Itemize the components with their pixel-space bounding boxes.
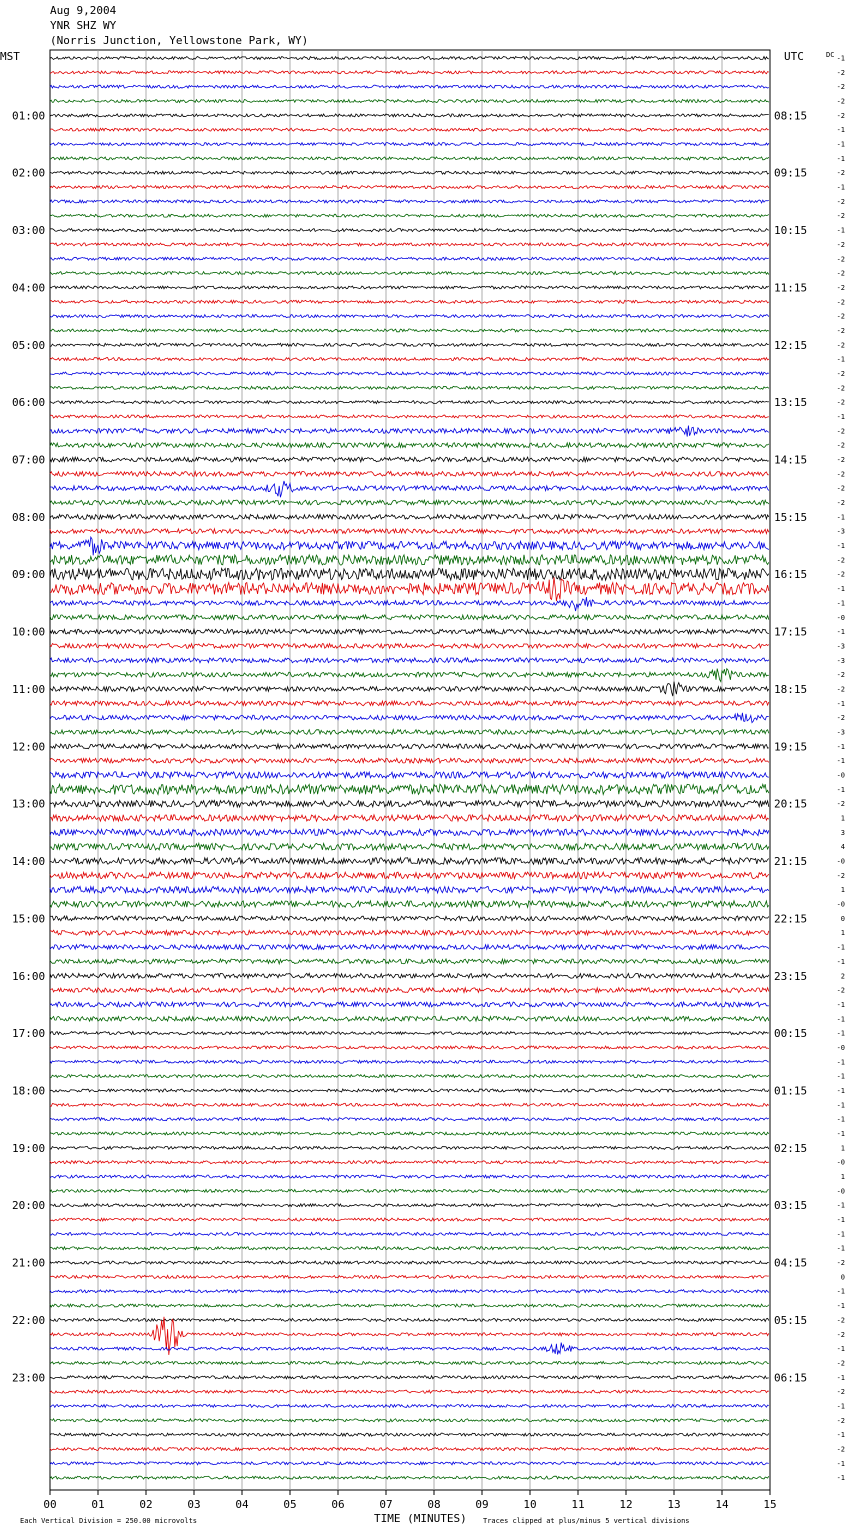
dc-offset-label: -3	[836, 642, 845, 651]
mst-hour-label: 05:00	[12, 338, 46, 352]
dc-offset-label: -1	[836, 1244, 845, 1253]
trace-line	[50, 669, 769, 682]
mst-hour-label: 02:00	[12, 166, 46, 180]
trace-line	[50, 472, 769, 477]
dc-offset-label: -1	[836, 1015, 845, 1024]
trace-line	[50, 426, 769, 437]
station-location: (Norris Junction, Yellowstone Park, WY)	[50, 34, 309, 47]
dc-offset-label: -2	[836, 499, 845, 508]
dc-offset-label: -1	[836, 757, 845, 766]
trace-group	[50, 57, 769, 1480]
dc-offset-label: 1	[840, 1173, 845, 1182]
dc-offset-label: 4	[840, 843, 845, 852]
mst-hour-label: 13:00	[12, 797, 46, 811]
dc-offset-label: -1	[836, 1230, 845, 1239]
mst-hour-label: 04:00	[12, 281, 46, 295]
plot-frame	[50, 50, 770, 1490]
clip-note: Traces clipped at plus/minus 5 vertical divisions	[483, 1517, 690, 1525]
dc-offset-label: -2	[836, 570, 845, 579]
dc-offset-label: -3	[836, 728, 845, 737]
station-code: YNR SHZ WY	[50, 19, 117, 32]
dc-offset-label: -1	[836, 1345, 845, 1354]
dc-offset-label: -2	[836, 312, 845, 321]
trace-line	[50, 243, 769, 246]
trace-line	[50, 1132, 769, 1135]
dc-offset-label: -1	[836, 226, 845, 235]
trace-line	[50, 658, 769, 663]
trace-line	[50, 1318, 769, 1321]
mst-hour-label: 08:00	[12, 510, 46, 524]
x-tick-label: 13	[667, 1498, 681, 1511]
utc-hour-label: 11:15	[774, 281, 808, 295]
grid	[50, 50, 770, 1490]
dc-offset-label: -2	[836, 456, 845, 465]
utc-hour-label: 18:15	[774, 682, 808, 696]
trace-line	[50, 1146, 769, 1149]
x-tick-label: 00	[43, 1498, 57, 1511]
trace-line	[50, 629, 769, 634]
dc-offset-label: -2	[836, 212, 845, 221]
dc-offset-label: 0	[840, 914, 845, 923]
utc-hour-label: 17:15	[774, 625, 808, 639]
dc-offset-label: -1	[836, 1000, 845, 1009]
dc-offset-label: -1	[836, 1058, 845, 1067]
dc-offset-label: -0	[836, 771, 845, 780]
utc-hour-label: 19:15	[774, 740, 808, 754]
trace-line	[50, 1002, 769, 1007]
dc-offset-label: -1	[836, 699, 845, 708]
trace-line	[50, 171, 769, 174]
utc-hour-label: 10:15	[774, 224, 808, 238]
right-axis-title: UTC	[784, 50, 804, 63]
dc-offset-label: -2	[836, 671, 845, 680]
mst-hour-label: 18:00	[12, 1084, 46, 1098]
x-tick-label: 02	[139, 1498, 153, 1511]
trace-line	[50, 257, 769, 260]
trace-line	[50, 529, 769, 534]
trace-line	[50, 358, 769, 361]
trace-line	[50, 481, 769, 497]
trace-line	[50, 1118, 769, 1121]
dc-offset-label: -1	[836, 943, 845, 952]
trace-line	[50, 100, 769, 103]
trace-line	[50, 1275, 769, 1278]
dc-offset-label: -1	[836, 154, 845, 163]
utc-hour-label: 21:15	[774, 855, 808, 869]
dc-offset-label: -1	[836, 54, 845, 63]
x-tick-label: 06	[331, 1498, 345, 1511]
trace-line	[50, 401, 769, 404]
dc-offset-label: -1	[836, 513, 845, 522]
dc-offset-label: -1	[836, 957, 845, 966]
trace-line	[50, 71, 769, 74]
dc-offset-label: -1	[836, 742, 845, 751]
trace-line	[50, 457, 769, 462]
trace-line	[50, 443, 769, 448]
trace-line	[50, 930, 769, 935]
trace-line	[50, 1218, 769, 1221]
dc-offset-label: -2	[836, 197, 845, 206]
trace-line	[50, 886, 769, 893]
trace-line	[50, 730, 769, 735]
dc-offset-label: -1	[836, 1302, 845, 1311]
dc-offset-label: -2	[836, 283, 845, 292]
dc-offset-label: 3	[840, 828, 845, 837]
dc-offset-label: -1	[836, 1115, 845, 1124]
trace-line	[50, 1361, 769, 1364]
mst-hour-label: 07:00	[12, 453, 46, 467]
dc-offset-label: 2	[840, 972, 845, 981]
dc-offset-label: -2	[836, 1445, 845, 1454]
trace-line	[50, 1046, 769, 1049]
utc-hour-label: 16:15	[774, 568, 808, 582]
trace-line	[50, 800, 769, 807]
dc-offset-label: -1	[836, 1216, 845, 1225]
trace-line	[50, 200, 769, 203]
mst-hour-label: 03:00	[12, 224, 46, 238]
dc-offset-label: -2	[836, 398, 845, 407]
trace-line	[50, 143, 769, 146]
mst-hour-label: 21:00	[12, 1256, 46, 1270]
trace-line	[50, 959, 769, 964]
dc-offset-label: -1	[836, 1373, 845, 1382]
dc-offset-label: -2	[836, 1416, 845, 1425]
dc-offset-label: -2	[836, 111, 845, 120]
dc-offset-label: -1	[836, 1431, 845, 1440]
dc-offset-label: -1	[836, 413, 845, 421]
trace-line	[50, 713, 769, 723]
dc-offset-label: -3	[836, 656, 845, 665]
dc-offset-label: -1	[836, 585, 845, 594]
trace-line	[50, 229, 769, 232]
x-tick-label: 04	[235, 1498, 249, 1511]
trace-line	[50, 1390, 769, 1393]
trace-line	[50, 1476, 769, 1479]
trace-line	[50, 85, 769, 88]
trace-line	[50, 945, 769, 950]
trace-line	[50, 128, 769, 131]
mst-hour-label: 09:00	[12, 568, 46, 582]
trace-line	[50, 597, 769, 611]
utc-hour-label: 01:15	[774, 1084, 808, 1098]
dc-offset-label: -2	[836, 384, 845, 393]
dc-offset-label: -1	[836, 1201, 845, 1210]
dc-offset-label: -2	[836, 269, 845, 278]
trace-line	[50, 1060, 769, 1063]
dc-offset-label: -1	[836, 1287, 845, 1296]
trace-line	[50, 1232, 769, 1235]
trace-line	[50, 1089, 769, 1092]
mst-hour-label: 20:00	[12, 1199, 46, 1213]
x-tick-label: 05	[283, 1498, 297, 1511]
dc-offset-label: 1	[840, 886, 845, 895]
trace-line	[50, 1175, 769, 1178]
dc-offset-label: -1	[836, 785, 845, 794]
trace-line	[50, 1161, 769, 1164]
dc-offset-label: -2	[836, 556, 845, 565]
trace-line	[50, 114, 769, 117]
trace-line	[50, 214, 769, 217]
trace-line	[50, 186, 769, 189]
trace-line	[50, 858, 769, 865]
dc-offset-label: -1	[836, 183, 845, 192]
dc-offset-label: -1	[836, 126, 845, 135]
dc-offset-label: 1	[840, 929, 845, 938]
trace-line	[50, 1448, 769, 1451]
utc-hour-label: 06:15	[774, 1371, 808, 1385]
trace-line	[50, 916, 769, 921]
dc-offset-label: -2	[836, 97, 845, 106]
trace-line	[50, 57, 769, 60]
trace-line	[50, 1290, 769, 1293]
utc-hour-label: 22:15	[774, 912, 808, 926]
mst-hour-label: 23:00	[12, 1371, 46, 1385]
dc-offset-label: -1	[836, 1086, 845, 1095]
trace-line	[50, 500, 769, 505]
dc-offset-label: -1	[836, 1130, 845, 1138]
x-tick-label: 10	[523, 1498, 537, 1511]
x-tick-label: 15	[763, 1498, 777, 1511]
trace-line	[50, 329, 769, 332]
utc-hour-label: 04:15	[774, 1256, 808, 1270]
trace-line	[50, 1016, 769, 1021]
utc-hour-label: 02:15	[774, 1141, 808, 1155]
dc-offset-label: -0	[836, 613, 845, 622]
trace-line	[50, 157, 769, 160]
trace-line	[50, 682, 769, 697]
dc-offset-label: -2	[836, 871, 845, 880]
utc-hour-label: 05:15	[774, 1313, 808, 1327]
trace-line	[50, 1247, 769, 1250]
trace-line	[50, 1261, 769, 1264]
utc-hour-label: 23:15	[774, 969, 808, 983]
chart-date: Aug 9,2004	[50, 4, 117, 17]
utc-hour-label: 08:15	[774, 109, 808, 123]
mst-hour-label: 19:00	[12, 1141, 46, 1155]
dc-offset-label: -2	[836, 240, 845, 249]
trace-line	[50, 1304, 769, 1307]
trace-line	[50, 701, 769, 706]
trace-line	[50, 973, 769, 978]
dc-offset-label: -2	[836, 169, 845, 178]
mst-hour-label: 14:00	[12, 855, 46, 869]
trace-line	[50, 286, 769, 289]
dc-offset-label: 1	[840, 1144, 845, 1153]
trace-line	[50, 343, 769, 346]
dc-offset-label: -1	[836, 1474, 845, 1483]
trace-line	[50, 872, 769, 879]
mst-hour-label: 17:00	[12, 1027, 46, 1041]
dc-offset-label: -2	[836, 484, 845, 493]
trace-line	[50, 415, 769, 418]
trace-line	[50, 1204, 769, 1207]
dc-offset-label: -2	[836, 1388, 845, 1397]
dc-offset-label: -2	[836, 68, 845, 77]
trace-line	[50, 744, 769, 749]
trace-line	[50, 988, 769, 993]
dc-offset-label: -2	[836, 800, 845, 809]
mst-hour-label: 22:00	[12, 1313, 46, 1327]
dc-offset-label: -2	[836, 685, 845, 694]
trace-line	[50, 1032, 769, 1035]
dc-offset-label: -2	[836, 255, 845, 264]
trace-line	[50, 300, 769, 303]
trace-line	[50, 1405, 769, 1408]
trace-line	[50, 272, 769, 275]
trace-line	[50, 568, 769, 580]
dc-offset-label: -2	[836, 1316, 845, 1325]
dc-offset-label: 1	[840, 814, 845, 823]
x-tick-label: 14	[715, 1498, 729, 1511]
trace-line	[50, 1189, 769, 1192]
mst-hour-label: 11:00	[12, 682, 46, 696]
x-tick-label: 03	[187, 1498, 201, 1511]
dc-offset-label: -1	[836, 542, 845, 551]
dc-offset-label: -0	[836, 1043, 845, 1052]
dc-offset-label: -1	[836, 599, 845, 608]
dc-offset-label: -2	[836, 341, 845, 350]
dc-offset-label: -2	[836, 714, 845, 723]
utc-hour-label: 14:15	[774, 453, 808, 467]
utc-hour-label: 00:15	[774, 1027, 808, 1041]
x-tick-label: 01	[91, 1498, 105, 1511]
x-tick-label: 12	[619, 1498, 633, 1511]
dc-offset-label: -2	[836, 441, 845, 450]
trace-line	[50, 1075, 769, 1078]
x-tick-label: 07	[379, 1498, 393, 1511]
trace-line	[50, 901, 769, 908]
trace-line	[50, 615, 769, 620]
utc-hour-label: 09:15	[774, 166, 808, 180]
trace-line	[50, 1103, 769, 1106]
mst-hour-label: 15:00	[12, 912, 46, 926]
dc-offset-label: -1	[836, 1101, 845, 1110]
dc-offset-label: -2	[836, 1330, 845, 1339]
trace-line	[50, 843, 769, 850]
utc-hour-label: 20:15	[774, 797, 808, 811]
dc-offset-label: 0	[840, 1273, 845, 1282]
left-axis-title: MST	[0, 50, 20, 63]
trace-line	[50, 644, 769, 649]
dc-offset-label: -2	[836, 1259, 845, 1268]
dc-offset-label: -2	[836, 1359, 845, 1368]
dc-offset-label: -2	[836, 83, 845, 92]
trace-line	[50, 1462, 769, 1465]
trace-line	[50, 515, 769, 520]
trace-line	[50, 815, 769, 822]
trace-line	[50, 1419, 769, 1422]
utc-hour-label: 13:15	[774, 396, 808, 410]
dc-offset-label: -2	[836, 326, 845, 335]
trace-line	[50, 1376, 769, 1379]
trace-line	[50, 372, 769, 375]
mst-hour-label: 10:00	[12, 625, 46, 639]
utc-hour-label: 03:15	[774, 1199, 808, 1213]
mst-hour-label: 06:00	[12, 396, 46, 410]
trace-line	[50, 1343, 769, 1355]
dc-offset-label: -1	[836, 1459, 845, 1468]
dc-offset-label: -2	[836, 470, 845, 479]
dc-offset-label: -0	[836, 857, 845, 866]
dc-label: DC	[826, 51, 835, 59]
utc-hour-label: 12:15	[774, 338, 808, 352]
trace-line	[50, 829, 769, 836]
dc-offset-label: -1	[836, 355, 845, 364]
trace-line	[50, 1433, 769, 1436]
x-axis-label: TIME (MINUTES)	[374, 1512, 467, 1525]
trace-line	[50, 772, 769, 779]
x-tick-label: 11	[571, 1498, 585, 1511]
mst-hour-label: 16:00	[12, 969, 46, 983]
dc-offset-label: -3	[836, 527, 845, 536]
x-tick-label: 09	[475, 1498, 489, 1511]
dc-offset-label: -1	[836, 1402, 845, 1411]
dc-offset-label: -0	[836, 900, 845, 909]
dc-offset-label: -2	[836, 986, 845, 995]
utc-hour-label: 15:15	[774, 510, 808, 524]
dc-offset-label: -2	[836, 298, 845, 307]
dc-offset-label: -1	[836, 140, 845, 149]
dc-offset-label: -1	[836, 1029, 845, 1038]
dc-offset-label: -1	[836, 628, 845, 637]
trace-line	[50, 758, 769, 763]
x-tick-label: 08	[427, 1498, 441, 1511]
trace-line	[50, 315, 769, 318]
dc-offset-label: -2	[836, 369, 845, 378]
trace-line	[50, 537, 769, 555]
dc-offset-label: -0	[836, 1158, 845, 1167]
trace-line	[50, 386, 769, 389]
trace-line	[50, 784, 769, 794]
trace-line	[50, 577, 769, 601]
mst-hour-label: 12:00	[12, 740, 46, 754]
trace-line	[50, 555, 769, 565]
dc-offset-label: -1	[836, 1072, 845, 1081]
mst-hour-label: 01:00	[12, 109, 46, 123]
dc-offset-label: -0	[836, 1187, 845, 1196]
dc-offset-label: -2	[836, 427, 845, 436]
scale-note: Each Vertical Division = 250.00 microvolts	[20, 1517, 198, 1525]
